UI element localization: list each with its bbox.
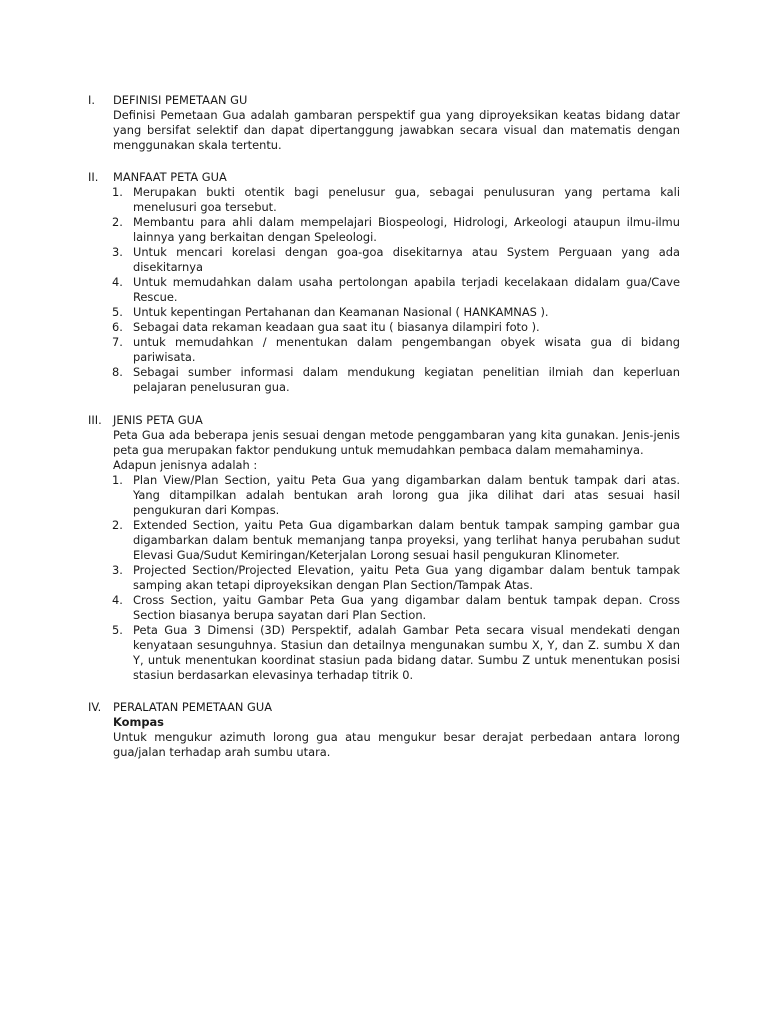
item-number: 5.: [112, 623, 123, 637]
item-text: Untuk memudahkan dalam usaha pertolongan apabila terjadi kecelakaan didalam gua/Cave Rescue.: [133, 275, 680, 304]
item-number: 3.: [112, 245, 123, 259]
item-number: 6.: [112, 320, 123, 334]
item-number: 4.: [112, 593, 123, 607]
item-number: 2.: [112, 215, 123, 229]
paragraph: Peta Gua ada beberapa jenis sesuai dengan metode penggambaran yang kita gunakan. Jenis-jenis peta gua merupakan faktor pendukung untuk memudahkan pembaca dalam memahaminya.: [113, 428, 680, 457]
section-title: PERALATAN PEMETAAN GUA: [113, 700, 272, 714]
section-jenis: [88, 413, 680, 683]
item-number: 1.: [112, 473, 123, 487]
list-item: [88, 335, 680, 365]
item-number: 5.: [112, 305, 123, 319]
item-text: Sebagai sumber informasi dalam mendukung kegiatan penelitian ilmiah dan keperluan pelajaran penelusuran gua.: [133, 365, 680, 394]
manfaat-list: [88, 185, 680, 395]
list-item: [88, 563, 680, 593]
item-text: Untuk mencari korelasi dengan goa-goa disekitarnya atau System Perguaan yang ada disekitarnya: [133, 245, 680, 274]
section-number: IV.: [88, 700, 102, 714]
list-item: [88, 473, 680, 518]
item-text: Peta Gua 3 Dimensi (3D) Perspektif, adalah Gambar Peta secara visual mendekati dengan kenyataan sesunguhnya. Stasiun dan detailnya mengunakan sumbu X, Y, dan Z. sumbu X dan Y, untuk menentukan koordinat stasiun pada bidang datar. Sumbu Z untuk menentukan posisi stasiun berdasarkan elevasinya terhadap titrik 0.: [133, 623, 680, 682]
list-item: [88, 593, 680, 623]
item-text: Membantu para ahli dalam mempelajari Biospeologi, Hidrologi, Arkeologi ataupun ilmu-ilmu lainnya yang berkaitan dengan Speleologi.: [133, 215, 680, 244]
paragraph: Untuk mengukur azimuth lorong gua atau mengukur besar derajat perbedaan antara lorong gua/jalan terhadap arah sumbu utara.: [113, 730, 680, 759]
item-number: 7.: [112, 335, 123, 349]
section-title: JENIS PETA GUA: [113, 413, 203, 427]
item-number: 2.: [112, 518, 123, 532]
item-text: Cross Section, yaitu Gambar Peta Gua yang digambar dalam bentuk tampak depan. Cross Section biasanya berupa sayatan dari Plan Section.: [133, 593, 680, 622]
section-number: III.: [88, 413, 102, 427]
list-item: [88, 185, 680, 215]
item-number: 1.: [112, 185, 123, 199]
section-peralatan: [88, 700, 680, 760]
section-manfaat: [88, 170, 680, 395]
list-item: [88, 245, 680, 275]
item-text: Untuk kepentingan Pertahanan dan Keamanan Nasional ( HANKAMNAS ).: [133, 305, 549, 319]
item-text: Plan View/Plan Section, yaitu Peta Gua yang digambarkan dalam bentuk tampak dari atas. Yang ditampilkan adalah bentukan arah lorong gua jika dilihat dari atas sesuai hasil pengukuran dari Kompas.: [133, 473, 680, 517]
item-text: Extended Section, yaitu Peta Gua digambarkan dalam bentuk tampak samping gambar gua digambarkan dalam bentuk memanjang tanpa proyeksi, yang terlihat hanya perubahan sudut Elevasi Gua/Sudut Kemiringan/Keterjalan Lorong sesuai hasil pengukuran Klinometer.: [133, 518, 680, 562]
item-text: Projected Section/Projected Elevation, yaitu Peta Gua yang digambar dalam bentuk tampak samping akan tetapi diproyeksikan dengan Plan Section/Tampak Atas.: [133, 563, 680, 592]
subheading-kompas: Kompas: [113, 715, 164, 729]
section-title: MANFAAT PETA GUA: [113, 170, 227, 184]
item-number: 8.: [112, 365, 123, 379]
list-item: [88, 518, 680, 563]
list-item: [88, 305, 680, 320]
section-number: II.: [88, 170, 99, 184]
paragraph: Definisi Pemetaan Gua adalah gambaran perspektif gua yang diproyeksikan keatas bidang datar yang bersifat selektif dan dapat dipertanggung jawabkan secara visual dan matematis dengan menggunakan skala tertentu.: [113, 108, 680, 152]
item-number: 4.: [112, 275, 123, 289]
item-number: 3.: [112, 563, 123, 577]
section-definisi: [88, 93, 680, 153]
item-text: Merupakan bukti otentik bagi penelusur gua, sebagai penulusuran yang pertama kali menelusuri goa tersebut.: [133, 185, 680, 214]
list-item: [88, 215, 680, 245]
list-item: [88, 320, 680, 335]
list-item: [88, 365, 680, 395]
paragraph: Adapun jenisnya adalah :: [113, 458, 258, 472]
item-text: untuk memudahkan / menentukan dalam pengembangan obyek wisata gua di bidang pariwisata.: [133, 335, 680, 364]
section-number: I.: [88, 93, 95, 107]
jenis-list: [88, 473, 680, 683]
section-title: DEFINISI PEMETAAN GU: [113, 93, 248, 107]
item-text: Sebagai data rekaman keadaan gua saat itu ( biasanya dilampiri foto ).: [133, 320, 540, 334]
list-item: [88, 623, 680, 683]
list-item: [88, 275, 680, 305]
